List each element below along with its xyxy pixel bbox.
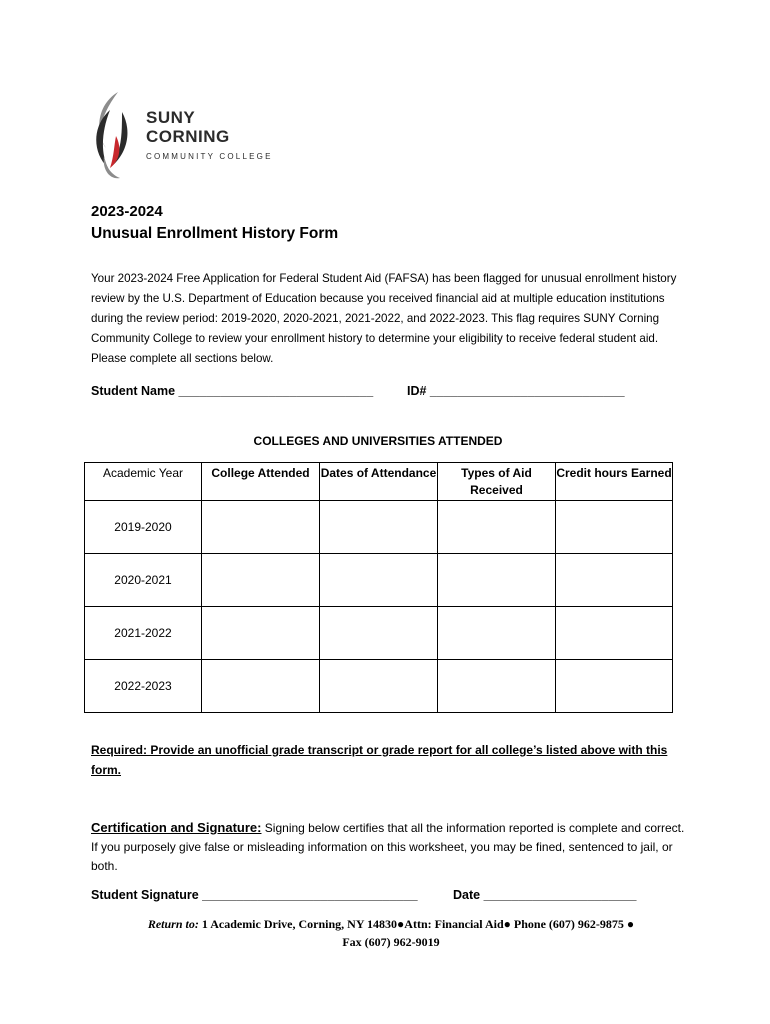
types-of-aid-cell[interactable] [438, 501, 556, 554]
academic-year-cell: 2020-2021 [85, 554, 202, 607]
footer-address: 1 Academic Drive, Corning, NY 14830●Attn: Financial Aid● Phone (607) 962-9875 ● [198, 917, 635, 931]
credit-hours-cell[interactable] [556, 554, 673, 607]
college-attended-cell[interactable] [202, 554, 320, 607]
types-of-aid-cell[interactable] [438, 660, 556, 713]
footer [91, 915, 691, 951]
table-row [85, 501, 673, 554]
intro-paragraph: Your 2023-2024 Free Application for Federal Student Aid (FAFSA) has been flagged for unusual enrollment history review by the U.S. Department of Education because you received financial aid at multiple education institutions during the review period: 2019-2020, 2020-2021, 2021-2022, and 2022-2023. This flag requires SUNY Corning Community College to review your enrollment history to determine your eligibility to receive federal student aid. Please complete all sections below. [91, 272, 677, 365]
credit-hours-cell[interactable] [556, 501, 673, 554]
table-header-row [85, 463, 673, 501]
date-field[interactable]: Date ______________________ [453, 888, 637, 902]
form-year: 2023-2024 [91, 203, 163, 220]
student-name-field[interactable]: Student Name ____________________________ [91, 384, 374, 398]
logo-corning: CORNING [146, 127, 230, 146]
academic-year-cell: 2022-2023 [85, 660, 202, 713]
logo-community-college: COMMUNITY COLLEGE [146, 152, 273, 161]
credit-hours-cell[interactable] [556, 607, 673, 660]
certification-section [91, 818, 691, 876]
college-attended-cell[interactable] [202, 660, 320, 713]
dates-of-attendance-cell[interactable] [320, 607, 438, 660]
column-header: College Attended [202, 463, 320, 501]
types-of-aid-cell[interactable] [438, 607, 556, 660]
return-to-label: Return to: [147, 917, 199, 931]
credit-hours-cell[interactable] [556, 660, 673, 713]
required-notice: Required: Provide an unofficial grade transcript or grade report for all college’s listed above with this form. [91, 743, 668, 777]
certification-text: Signing below certifies that all the information reported is complete and correct. If you purposely give false or misleading information on this worksheet, you may be fined, sentenced to jail, or both. [91, 821, 685, 873]
flame-icon [88, 90, 140, 182]
logo-suny: SUNY [146, 108, 196, 127]
table-heading: COLLEGES AND UNIVERSITIES ATTENDED [253, 434, 503, 448]
types-of-aid-cell[interactable] [438, 554, 556, 607]
column-header: Dates of Attendance [320, 463, 438, 501]
dates-of-attendance-cell[interactable] [320, 501, 438, 554]
dates-of-attendance-cell[interactable] [320, 660, 438, 713]
table-row [85, 607, 673, 660]
enrollment-history-table [84, 462, 673, 713]
dates-of-attendance-cell[interactable] [320, 554, 438, 607]
student-id-field[interactable]: ID# ____________________________ [407, 384, 625, 398]
column-header: Credit hours Earned [556, 463, 673, 501]
footer-line-1 [91, 915, 691, 933]
logo-text [146, 108, 273, 161]
academic-year-cell: 2019-2020 [85, 501, 202, 554]
academic-year-cell: 2021-2022 [85, 607, 202, 660]
column-header: Academic Year [85, 463, 202, 501]
table-row [85, 660, 673, 713]
college-attended-cell[interactable] [202, 607, 320, 660]
certification-label: Certification and Signature: [91, 820, 262, 835]
form-title: Unusual Enrollment History Form [91, 225, 339, 242]
table-row [85, 554, 673, 607]
student-signature-field[interactable]: Student Signature _______________________________ [91, 888, 418, 902]
column-header: Types of Aid Received [438, 463, 556, 501]
college-attended-cell[interactable] [202, 501, 320, 554]
footer-fax: Fax (607) 962-9019 [342, 935, 440, 949]
